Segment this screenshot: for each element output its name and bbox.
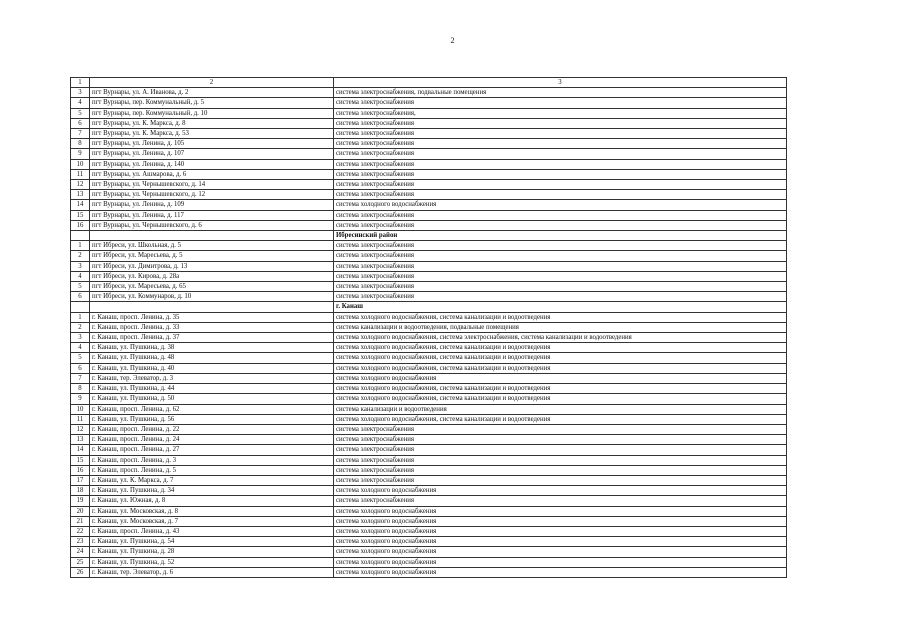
table-row bbox=[71, 537, 787, 547]
address-cell: г. Канаш, просп. Ленина, д. 27 bbox=[90, 445, 334, 455]
row-number-cell bbox=[71, 302, 90, 312]
address-cell: пгт Вурнары, ул. Ленина, д. 107 bbox=[90, 149, 334, 159]
address-cell: пгт Вурнары, ул. Чернышевского, д. 14 bbox=[90, 180, 334, 190]
row-number-cell: 11 bbox=[71, 414, 90, 424]
address-cell: пгт Вурнары, пер. Коммунальный, д. 5 bbox=[90, 98, 334, 108]
table-row bbox=[71, 200, 787, 210]
address-cell: г. Канаш, ул. Пушкина, д. 48 bbox=[90, 353, 334, 363]
table-row bbox=[71, 496, 787, 506]
table-row bbox=[71, 169, 787, 179]
section-title-cell: г. Канаш bbox=[334, 302, 787, 312]
system-cell: система электроснабжения bbox=[334, 180, 787, 190]
row-number-cell: 16 bbox=[71, 465, 90, 475]
system-cell: система электроснабжения, bbox=[334, 108, 787, 118]
table-row bbox=[71, 373, 787, 383]
row-number-cell: 5 bbox=[71, 282, 90, 292]
table-row bbox=[71, 108, 787, 118]
address-cell: г. Канаш, просп. Ленина, д. 24 bbox=[90, 435, 334, 445]
table-row bbox=[71, 88, 787, 98]
table-row bbox=[71, 180, 787, 190]
table-row bbox=[71, 526, 787, 536]
system-cell: система холодного водоснабжения bbox=[334, 537, 787, 547]
address-cell: г. Канаш, ул. Южная, д. 8 bbox=[90, 496, 334, 506]
system-cell: система электроснабжения bbox=[334, 220, 787, 230]
address-cell: г. Канаш, ул. Пушкина, д. 50 bbox=[90, 394, 334, 404]
system-cell: система электроснабжения bbox=[334, 455, 787, 465]
system-cell: система электроснабжения bbox=[334, 118, 787, 128]
row-number-cell: 9 bbox=[71, 394, 90, 404]
row-number-cell: 22 bbox=[71, 526, 90, 536]
system-cell: система электроснабжения bbox=[334, 424, 787, 434]
row-number-cell: 6 bbox=[71, 118, 90, 128]
row-number-cell: 5 bbox=[71, 108, 90, 118]
system-cell: система электроснабжения bbox=[334, 292, 787, 302]
table-row bbox=[71, 129, 787, 139]
system-cell: система холодного водоснабжения bbox=[334, 557, 787, 567]
system-cell: система канализации и водоотведения, подвальные помещения bbox=[334, 322, 787, 332]
address-cell: г. Канаш, ул. Пушкина, д. 44 bbox=[90, 384, 334, 394]
table-row bbox=[71, 118, 787, 128]
address-cell: г. Канаш, ул. Пушкина, д. 38 bbox=[90, 343, 334, 353]
row-number-cell: 8 bbox=[71, 384, 90, 394]
table-row bbox=[71, 363, 787, 373]
row-number-cell: 13 bbox=[71, 190, 90, 200]
row-number-cell: 16 bbox=[71, 220, 90, 230]
row-number-cell: 23 bbox=[71, 537, 90, 547]
table-row bbox=[71, 475, 787, 485]
row-number-cell: 14 bbox=[71, 445, 90, 455]
address-cell: пгт Ибреси, ул. Маресьева, д. 5 bbox=[90, 251, 334, 261]
system-cell: система электроснабжения bbox=[334, 98, 787, 108]
address-cell: г. Канаш, тер. Элеватор, д. 3 bbox=[90, 373, 334, 383]
row-number-cell: 6 bbox=[71, 292, 90, 302]
address-cell: г. Канаш, ул. Пушкина, д. 56 bbox=[90, 414, 334, 424]
system-cell: система электроснабжения bbox=[334, 149, 787, 159]
table-row bbox=[71, 271, 787, 281]
row-number-cell: 19 bbox=[71, 496, 90, 506]
table-row bbox=[71, 486, 787, 496]
page-number: 2 bbox=[450, 36, 455, 45]
row-number-cell: 8 bbox=[71, 139, 90, 149]
system-cell: система электроснабжения, подвальные помещения bbox=[334, 88, 787, 98]
header-col-2: 2 bbox=[90, 78, 334, 88]
row-number-cell: 7 bbox=[71, 373, 90, 383]
row-number-cell: 25 bbox=[71, 557, 90, 567]
row-number-cell: 1 bbox=[71, 312, 90, 322]
section-heading-row bbox=[71, 231, 787, 241]
row-number-cell: 4 bbox=[71, 343, 90, 353]
system-cell: система холодного водоснабжения bbox=[334, 526, 787, 536]
row-number-cell: 4 bbox=[71, 271, 90, 281]
address-cell: г. Канаш, просп. Ленина, д. 43 bbox=[90, 526, 334, 536]
system-cell: система холодного водоснабжения bbox=[334, 567, 787, 577]
address-cell: пгт Вурнары, ул. Ленина, д. 117 bbox=[90, 210, 334, 220]
row-number-cell: 3 bbox=[71, 333, 90, 343]
system-cell: система электроснабжения bbox=[334, 271, 787, 281]
address-cell: пгт Вурнары, ул. Ленина, д. 140 bbox=[90, 159, 334, 169]
row-number-cell: 3 bbox=[71, 261, 90, 271]
row-number-cell: 2 bbox=[71, 251, 90, 261]
table-row bbox=[71, 241, 787, 251]
system-cell: система электроснабжения bbox=[334, 282, 787, 292]
system-cell: система канализации и водоотведения bbox=[334, 404, 787, 414]
row-number-cell bbox=[71, 231, 90, 241]
table-row bbox=[71, 384, 787, 394]
address-cell: пгт Вурнары, ул. Чернышевского, д. 6 bbox=[90, 220, 334, 230]
address-cell: пгт Вурнары, ул. К. Маркса, д. 8 bbox=[90, 118, 334, 128]
address-cell: г. Канаш, просп. Ленина, д. 37 bbox=[90, 333, 334, 343]
address-cell: г. Канаш, ул. К. Маркса, д. 7 bbox=[90, 475, 334, 485]
row-number-cell: 20 bbox=[71, 506, 90, 516]
address-cell: пгт Вурнары, ул. К. Маркса, д. 53 bbox=[90, 129, 334, 139]
system-cell: система холодного водоснабжения bbox=[334, 516, 787, 526]
system-cell: система холодного водоснабжения bbox=[334, 373, 787, 383]
system-cell: система холодного водоснабжения bbox=[334, 486, 787, 496]
address-cell: г. Канаш, просп. Ленина, д. 33 bbox=[90, 322, 334, 332]
table-row bbox=[71, 98, 787, 108]
table-row bbox=[71, 210, 787, 220]
table-row bbox=[71, 343, 787, 353]
row-number-cell: 3 bbox=[71, 88, 90, 98]
address-cell: пгт Вурнары, ул. Чернышевского, д. 12 bbox=[90, 190, 334, 200]
address-cell: г. Канаш, ул. Пушкина, д. 34 bbox=[90, 486, 334, 496]
system-cell: система электроснабжения bbox=[334, 169, 787, 179]
address-cell: пгт Вурнары, пер. Коммунальный, д. 10 bbox=[90, 108, 334, 118]
objects-table bbox=[70, 77, 787, 578]
table-row bbox=[71, 312, 787, 322]
system-cell: система холодного водоснабжения, система канализации и водоотведения bbox=[334, 363, 787, 373]
table-row bbox=[71, 516, 787, 526]
table-row bbox=[71, 149, 787, 159]
system-cell: система электроснабжения bbox=[334, 435, 787, 445]
table-row bbox=[71, 547, 787, 557]
table-row bbox=[71, 220, 787, 230]
table-row bbox=[71, 251, 787, 261]
row-number-cell: 2 bbox=[71, 322, 90, 332]
row-number-cell: 4 bbox=[71, 98, 90, 108]
address-cell: г. Канаш, ул. Пушкина, д. 54 bbox=[90, 537, 334, 547]
system-cell: система холодного водоснабжения bbox=[334, 200, 787, 210]
system-cell: система электроснабжения bbox=[334, 129, 787, 139]
address-cell: г. Канаш, просп. Ленина, д. 5 bbox=[90, 465, 334, 475]
system-cell: система холодного водоснабжения, система канализации и водоотведения bbox=[334, 312, 787, 322]
row-number-cell: 10 bbox=[71, 159, 90, 169]
header-col-1: 1 bbox=[71, 78, 90, 88]
table-row bbox=[71, 322, 787, 332]
table-row bbox=[71, 292, 787, 302]
table-row bbox=[71, 465, 787, 475]
table-row bbox=[71, 414, 787, 424]
table-row bbox=[71, 567, 787, 577]
row-number-cell: 26 bbox=[71, 567, 90, 577]
table-row bbox=[71, 333, 787, 343]
row-number-cell: 15 bbox=[71, 455, 90, 465]
table-row bbox=[71, 455, 787, 465]
table-row bbox=[71, 394, 787, 404]
address-cell: г. Канаш, ул. Московская, д. 7 bbox=[90, 516, 334, 526]
row-number-cell: 12 bbox=[71, 180, 90, 190]
system-cell: система электроснабжения bbox=[334, 475, 787, 485]
system-cell: система электроснабжения bbox=[334, 210, 787, 220]
row-number-cell: 5 bbox=[71, 353, 90, 363]
table-row bbox=[71, 190, 787, 200]
address-cell: пгт Вурнары, ул. А. Иванова, д. 2 bbox=[90, 88, 334, 98]
row-number-cell: 18 bbox=[71, 486, 90, 496]
address-cell bbox=[90, 302, 334, 312]
table-row bbox=[71, 435, 787, 445]
row-number-cell: 7 bbox=[71, 129, 90, 139]
table-row bbox=[71, 445, 787, 455]
table-row bbox=[71, 261, 787, 271]
header-col-3: 3 bbox=[334, 78, 787, 88]
address-cell: пгт Вурнары, ул. Ашмарова, д. 6 bbox=[90, 169, 334, 179]
system-cell: система электроснабжения bbox=[334, 465, 787, 475]
address-cell: пгт Ибреси, ул. Димитрова, д. 13 bbox=[90, 261, 334, 271]
table-row bbox=[71, 159, 787, 169]
system-cell: система электроснабжения bbox=[334, 496, 787, 506]
address-cell: г. Канаш, тер. Элеватор, д. 6 bbox=[90, 567, 334, 577]
section-heading-row bbox=[71, 302, 787, 312]
system-cell: система холодного водоснабжения bbox=[334, 506, 787, 516]
address-cell: г. Канаш, ул. Пушкина, д. 28 bbox=[90, 547, 334, 557]
table-row bbox=[71, 424, 787, 434]
system-cell: система холодного водоснабжения bbox=[334, 547, 787, 557]
system-cell: система электроснабжения bbox=[334, 445, 787, 455]
row-number-cell: 11 bbox=[71, 169, 90, 179]
row-number-cell: 13 bbox=[71, 435, 90, 445]
system-cell: система электроснабжения bbox=[334, 190, 787, 200]
table-row bbox=[71, 404, 787, 414]
address-cell: г. Канаш, просп. Ленина, д. 22 bbox=[90, 424, 334, 434]
system-cell: система холодного водоснабжения, система канализации и водоотведения bbox=[334, 343, 787, 353]
row-number-cell: 6 bbox=[71, 363, 90, 373]
row-number-cell: 12 bbox=[71, 424, 90, 434]
address-cell: пгт Ибреси, ул. Школьная, д. 5 bbox=[90, 241, 334, 251]
system-cell: система электроснабжения bbox=[334, 251, 787, 261]
table-row bbox=[71, 506, 787, 516]
address-cell: г. Канаш, просп. Ленина, д. 62 bbox=[90, 404, 334, 414]
row-number-cell: 21 bbox=[71, 516, 90, 526]
section-title-cell: Ибресинский район bbox=[334, 231, 787, 241]
table-row bbox=[71, 282, 787, 292]
system-cell: система электроснабжения bbox=[334, 241, 787, 251]
system-cell: система холодного водоснабжения, система канализации и водоотведения bbox=[334, 414, 787, 424]
row-number-cell: 9 bbox=[71, 149, 90, 159]
system-cell: система электроснабжения bbox=[334, 261, 787, 271]
address-cell: г. Канаш, ул. Московская, д. 8 bbox=[90, 506, 334, 516]
address-cell: г. Канаш, ул. Пушкина, д. 52 bbox=[90, 557, 334, 567]
address-cell: г. Канаш, просп. Ленина, д. 3 bbox=[90, 455, 334, 465]
system-cell: система электроснабжения bbox=[334, 139, 787, 149]
table-header-row bbox=[71, 78, 787, 88]
row-number-cell: 24 bbox=[71, 547, 90, 557]
system-cell: система холодного водоснабжения, система канализации и водоотведения bbox=[334, 384, 787, 394]
table-row bbox=[71, 139, 787, 149]
system-cell: система холодного водоснабжения, система канализации и водоотведения bbox=[334, 394, 787, 404]
address-cell: пгт Вурнары, ул. Ленина, д. 109 bbox=[90, 200, 334, 210]
address-cell: пгт Ибреси, ул. Маресьева, д. 65 bbox=[90, 282, 334, 292]
address-cell: пгт Ибреси, ул. Коммунаров, д. 10 bbox=[90, 292, 334, 302]
address-cell: пгт Ибреси, ул. Кирова, д. 28а bbox=[90, 271, 334, 281]
address-cell: пгт Вурнары, ул. Ленина, д. 105 bbox=[90, 139, 334, 149]
row-number-cell: 15 bbox=[71, 210, 90, 220]
row-number-cell: 1 bbox=[71, 241, 90, 251]
system-cell: система электроснабжения bbox=[334, 159, 787, 169]
table-row bbox=[71, 353, 787, 363]
system-cell: система холодного водоснабжения, система канализации и водоотведения bbox=[334, 353, 787, 363]
row-number-cell: 17 bbox=[71, 475, 90, 485]
address-cell bbox=[90, 231, 334, 241]
row-number-cell: 14 bbox=[71, 200, 90, 210]
address-cell: г. Канаш, просп. Ленина, д. 35 bbox=[90, 312, 334, 322]
system-cell: система холодного водоснабжения, система электроснабжения, система канализации и водоотведения bbox=[334, 333, 787, 343]
address-cell: г. Канаш, ул. Пушкина, д. 40 bbox=[90, 363, 334, 373]
table-row bbox=[71, 557, 787, 567]
row-number-cell: 10 bbox=[71, 404, 90, 414]
